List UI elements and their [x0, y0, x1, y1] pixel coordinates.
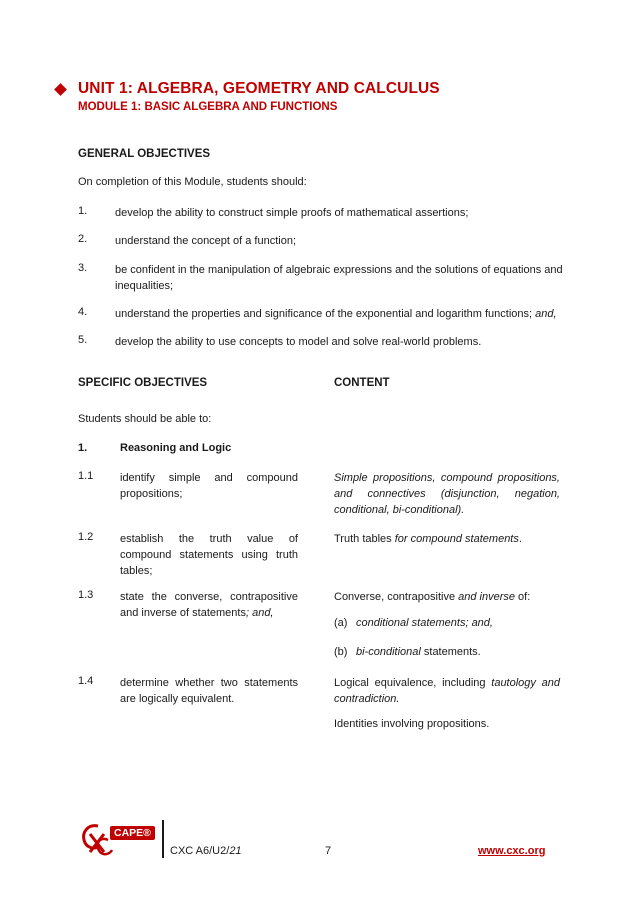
- general-item-num: 4.: [78, 306, 88, 318]
- objective-part-italic: ; and,: [245, 607, 274, 619]
- content-part-italic: tautology and contradiction.: [334, 677, 560, 705]
- sub-item-italic: bi-conditional: [356, 646, 421, 658]
- general-item-text-main: understand the properties and significance of the exponential and logarithm functions;: [115, 308, 533, 320]
- document-code: [170, 845, 242, 857]
- content-text: Identities involving propositions.: [334, 718, 490, 730]
- content-text: [334, 589, 560, 605]
- cxc-logo-icon: [80, 822, 114, 858]
- content-heading: CONTENT: [334, 377, 390, 389]
- section-title: Reasoning and Logic: [120, 442, 232, 454]
- content-part: of:: [515, 591, 531, 603]
- sub-item-text: conditional statements; and,: [356, 617, 493, 629]
- sub-item-text: [356, 646, 481, 658]
- document-code-year: 21: [229, 845, 242, 857]
- objective-number: 1.2: [78, 531, 94, 543]
- objective-number: 1.3: [78, 589, 94, 601]
- page-number: 7: [325, 845, 332, 857]
- general-intro: On completion of this Module, students should:: [78, 176, 307, 188]
- sub-item-label: (a): [334, 617, 348, 629]
- content-text: [334, 531, 560, 547]
- cape-badge: CAPE®: [110, 826, 155, 840]
- objective-number: 1.1: [78, 470, 94, 482]
- general-item-num: 3.: [78, 262, 88, 274]
- content-part: Logical equivalence, including: [334, 677, 492, 689]
- content-text: [334, 675, 560, 707]
- section-number: 1.: [78, 442, 88, 454]
- module-title: MODULE 1: BASIC ALGEBRA AND FUNCTIONS: [78, 101, 338, 113]
- content-part-italic: for compound statements: [391, 533, 519, 545]
- general-item-text: be confident in the manipulation of algebraic expressions and the solutions of equations and inequalities;: [115, 264, 563, 292]
- diamond-bullet-icon: [54, 83, 67, 96]
- general-item-text-tail: and,: [532, 308, 557, 320]
- objective-text: identify simple and compound propositions;: [120, 472, 298, 500]
- general-objectives-heading: GENERAL OBJECTIVES: [78, 148, 211, 160]
- website-link[interactable]: www.cxc.org: [478, 845, 546, 857]
- content-part: Truth tables: [334, 533, 392, 545]
- general-item-num: 5.: [78, 334, 88, 346]
- content-part: Converse, contrapositive: [334, 591, 459, 603]
- footer-divider: [162, 820, 164, 858]
- objective-text: establish the truth value of compound statements using truth tables;: [120, 533, 298, 577]
- general-item-text: develop the ability to use concepts to model and solve real-world problems.: [115, 336, 482, 348]
- objective-text: determine whether two statements are logically equivalent.: [120, 677, 298, 705]
- sub-item-plain: statements.: [420, 646, 481, 658]
- objective-part: state the converse, contrapositive and inverse of statements: [120, 591, 298, 619]
- general-item-num: 2.: [78, 233, 88, 245]
- unit-title: UNIT 1: ALGEBRA, GEOMETRY AND CALCULUS: [78, 80, 440, 97]
- content-part: .: [518, 533, 522, 545]
- content-part-italic: and inverse: [458, 591, 515, 603]
- general-item-num: 1.: [78, 205, 88, 217]
- general-item-text: [115, 306, 565, 322]
- content-text: Simple propositions, compound propositions, and connectives (disjunction, negation, conditional, bi-conditional).: [334, 472, 560, 516]
- specific-objectives-heading: SPECIFIC OBJECTIVES: [78, 377, 208, 389]
- specific-intro: Students should be able to:: [78, 413, 212, 425]
- general-item-text: understand the concept of a function;: [115, 235, 297, 247]
- objective-text: [120, 589, 298, 621]
- sub-item-label: (b): [334, 646, 348, 658]
- general-item-text: develop the ability to construct simple proofs of mathematical assertions;: [115, 207, 469, 219]
- document-code-main: CXC A6/U2/: [170, 845, 230, 857]
- objective-number: 1.4: [78, 675, 94, 687]
- cxc-cape-logo: [80, 822, 158, 858]
